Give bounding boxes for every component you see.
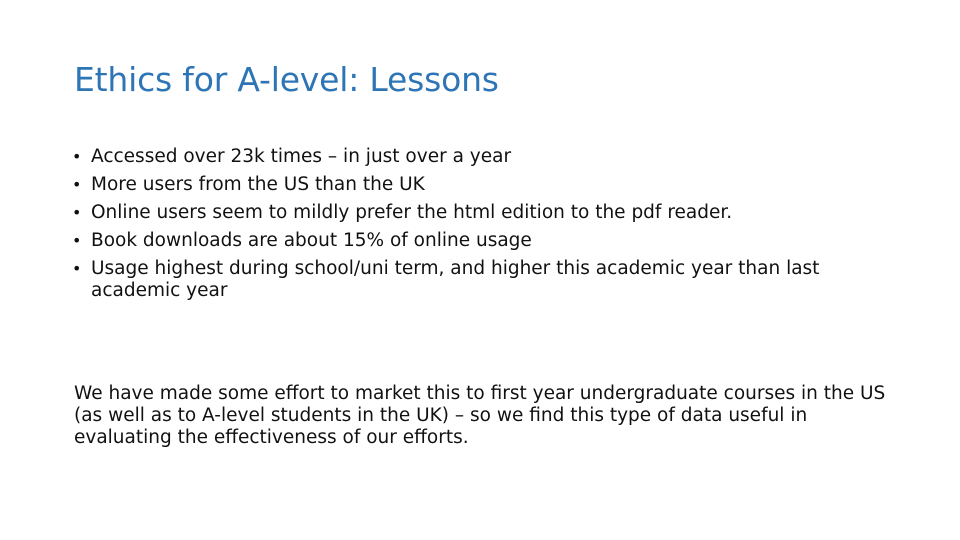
bullet-list — [72, 146, 892, 308]
bullet-dot-icon: • — [72, 231, 82, 250]
bullet-dot-icon: • — [72, 147, 82, 166]
bullet-text: Online users seem to mildly prefer the html edition to the pdf reader. — [91, 202, 733, 223]
slide-title: Ethics for A-level: Lessons — [74, 60, 499, 99]
bullet-item — [72, 146, 892, 168]
bullet-dot-icon: • — [72, 259, 82, 278]
bullet-item — [72, 202, 892, 224]
bullet-item — [72, 258, 892, 302]
bullet-text: Book downloads are about 15% of online usage — [91, 230, 532, 251]
bullet-text: Usage highest during school/uni term, and higher this academic year than last academic year — [91, 258, 820, 301]
bullet-item — [72, 230, 892, 252]
bullet-dot-icon: • — [72, 203, 82, 222]
summary-paragraph: We have made some effort to market this to first year undergraduate courses in the US (as well as to A-level students in the UK) – so we find this type of data useful in evaluating the effectiveness of our efforts. — [74, 383, 886, 448]
bullet-text: More users from the US than the UK — [91, 174, 425, 195]
bullet-dot-icon: • — [72, 175, 82, 194]
bullet-text: Accessed over 23k times – in just over a year — [91, 146, 512, 167]
bullet-item — [72, 174, 892, 196]
